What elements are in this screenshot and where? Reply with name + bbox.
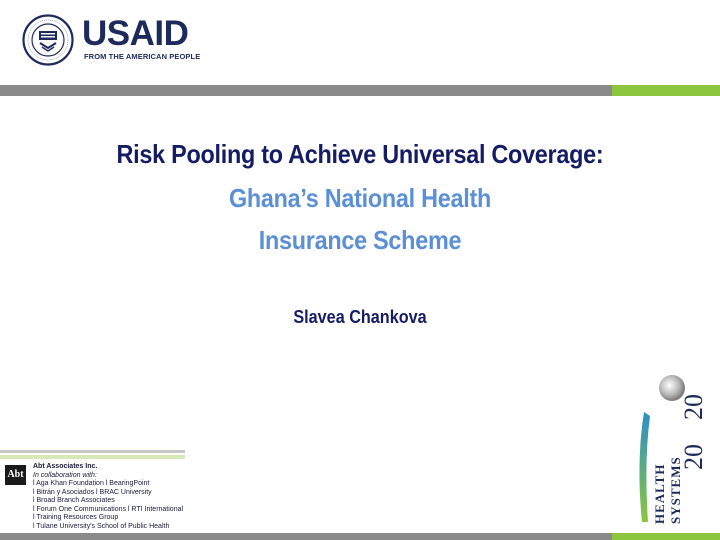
hs-line1: HEALTH bbox=[652, 463, 667, 524]
partner-collab: In collaboration with: bbox=[33, 471, 97, 479]
bottom-bar-green bbox=[612, 533, 720, 540]
health-systems-2020-logo bbox=[628, 372, 718, 532]
partner-line: l Aga Khan Foundation l BearingPoint bbox=[33, 480, 150, 487]
hs-year-a: 20 bbox=[679, 444, 708, 470]
partner-line: l Training Resources Group bbox=[33, 514, 119, 521]
slide-subtitle-line1: Ghana’s National Health bbox=[228, 183, 492, 213]
wordmark-aid: AID bbox=[129, 14, 189, 53]
partner-line: l Tulane University's School of Public Health bbox=[33, 522, 170, 530]
hs-line2: SYSTEMS bbox=[668, 456, 683, 524]
slide-title: Risk Pooling to Achieve Universal Coverage: bbox=[116, 139, 604, 169]
wordmark-us: US bbox=[82, 14, 130, 53]
partner-heading: Abt Associates Inc. bbox=[33, 463, 98, 470]
partner-line: l Forum One Communications l RTI International bbox=[33, 505, 184, 513]
partner-list bbox=[33, 463, 183, 531]
footer-divider-green bbox=[0, 455, 185, 459]
top-divider-green bbox=[612, 85, 720, 96]
hs-year-b: 20 bbox=[679, 394, 708, 420]
author-name: Slavea Chankova bbox=[293, 307, 427, 327]
top-divider-gray bbox=[0, 85, 612, 96]
usaid-tagline: FROM THE AMERICAN PEOPLE bbox=[84, 52, 201, 61]
usaid-seal-icon bbox=[22, 14, 74, 66]
abt-logo: Abt bbox=[5, 465, 26, 485]
partner-line: l Bitrán y Asociados l BRAC University bbox=[33, 488, 152, 496]
usaid-logo bbox=[22, 14, 201, 68]
partner-line: l Broad Branch Associates bbox=[33, 497, 115, 504]
footer-divider-gray bbox=[0, 450, 185, 453]
usaid-wordmark bbox=[82, 16, 188, 52]
swoosh-icon bbox=[639, 412, 650, 522]
slide-subtitle-line2: Insurance Scheme bbox=[258, 225, 462, 255]
